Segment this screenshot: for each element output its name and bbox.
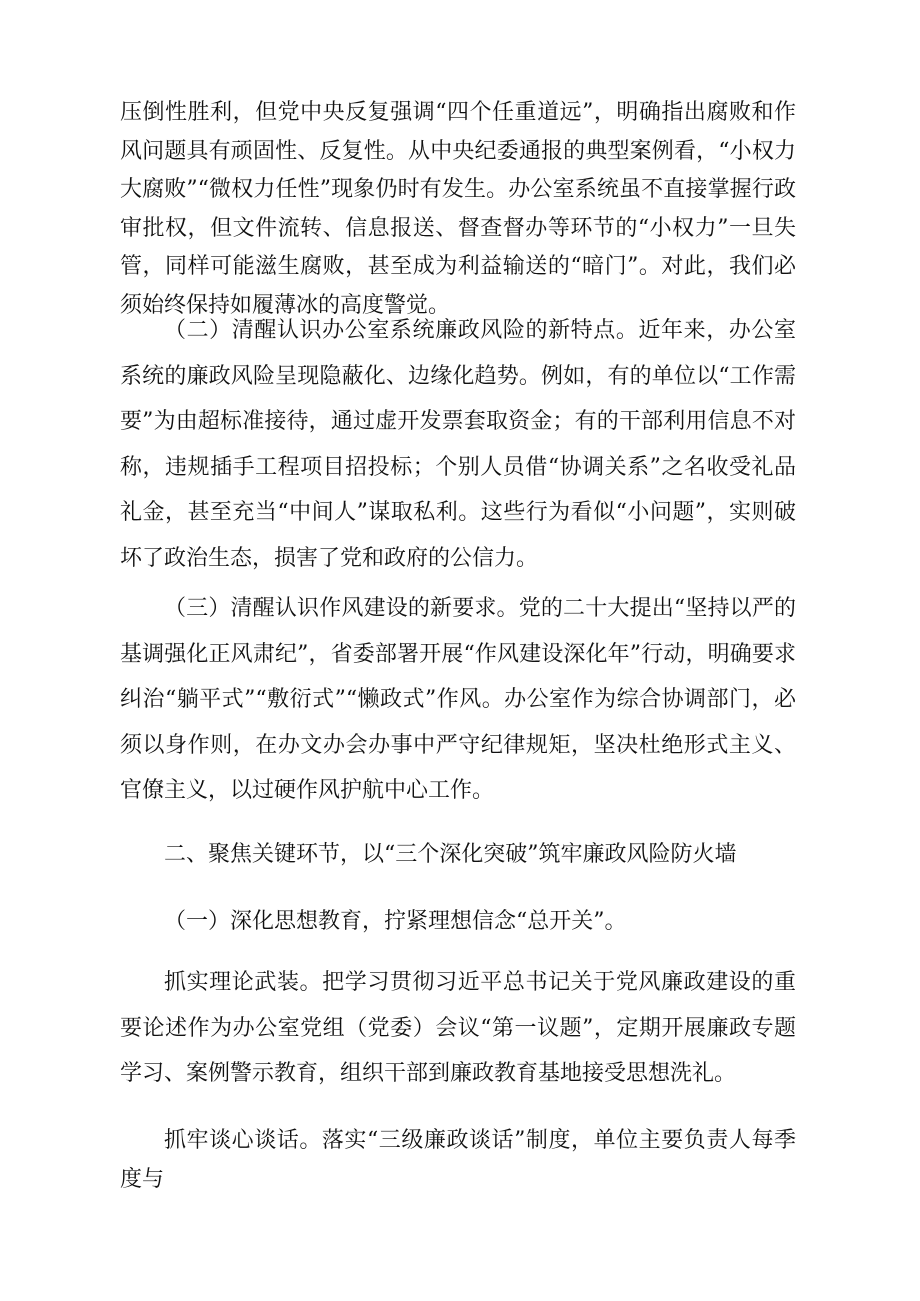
paragraph-section-two: （二）清醒认识办公室系统廉政风险的新特点。近年来，办公室系统的廉政风险呈现隐蔽化、边缘化趋势。例如，有的单位以“工作需要”为由超标准接待，通过虚开发票套取资金；有的干部利用信息不对称，违规插手工程项目招投标；个别人员借“协调关系”之名收受礼品礼金，甚至充当“中间人”谋取私利。这些行为看似“小问题”，实则破坏了政治生态，损害了党和政府的公信力。: [120, 318, 796, 571]
paragraph-section-three: （三）清醒认识作风建设的新要求。党的二十大提出“坚持以严的基调强化正风肃纪”，省委部署开展“作风建设深化年”行动，明确要求纠治“躺平式”“敷衍式”“懒政式”作风。办公室作为综合协调部门，必须以身作则，在办文办会办事中严守纪律规矩，坚决杜绝形式主义、官僚主义，以过硬作风护航中心工作。: [120, 596, 796, 804]
paragraph-theory-study: 抓实理论武装。把学习贯彻习近平总书记关于党风廉政建设的重要论述作为办公室党组（党委）会议“第一议题”，定期开展廉政专题学习、案例警示教育，组织干部到廉政教育基地接受思想洗礼。: [120, 970, 796, 1087]
heading-part-two: 二、聚焦关键环节，以“三个深化突破”筑牢廉政风险防火墙: [164, 842, 737, 867]
paragraph-continuation: 压倒性胜利，但党中央反复强调“四个任重道远”，明确指出腐败和作风问题具有顽固性、反复性。从中央纪委通报的典型案例看，“小权力大腐败”“微权力任性”现象仍时有发生。办公室系统虽不直接掌握行政审批权，但文件流转、信息报送、督查督办等环节的“小权力”一旦失管，同样可能滋生腐败，甚至成为利益输送的“暗门”。对此，我们必须始终保持如履薄冰的高度警觉。: [120, 100, 796, 318]
subheading-deepen-education: （一）深化思想教育，拧紧理想信念“总开关”。: [164, 909, 627, 934]
paragraph-heart-talk: 抓牢谈心谈话。落实“三级廉政谈话”制度，单位主要负责人每季度与: [120, 1128, 796, 1192]
